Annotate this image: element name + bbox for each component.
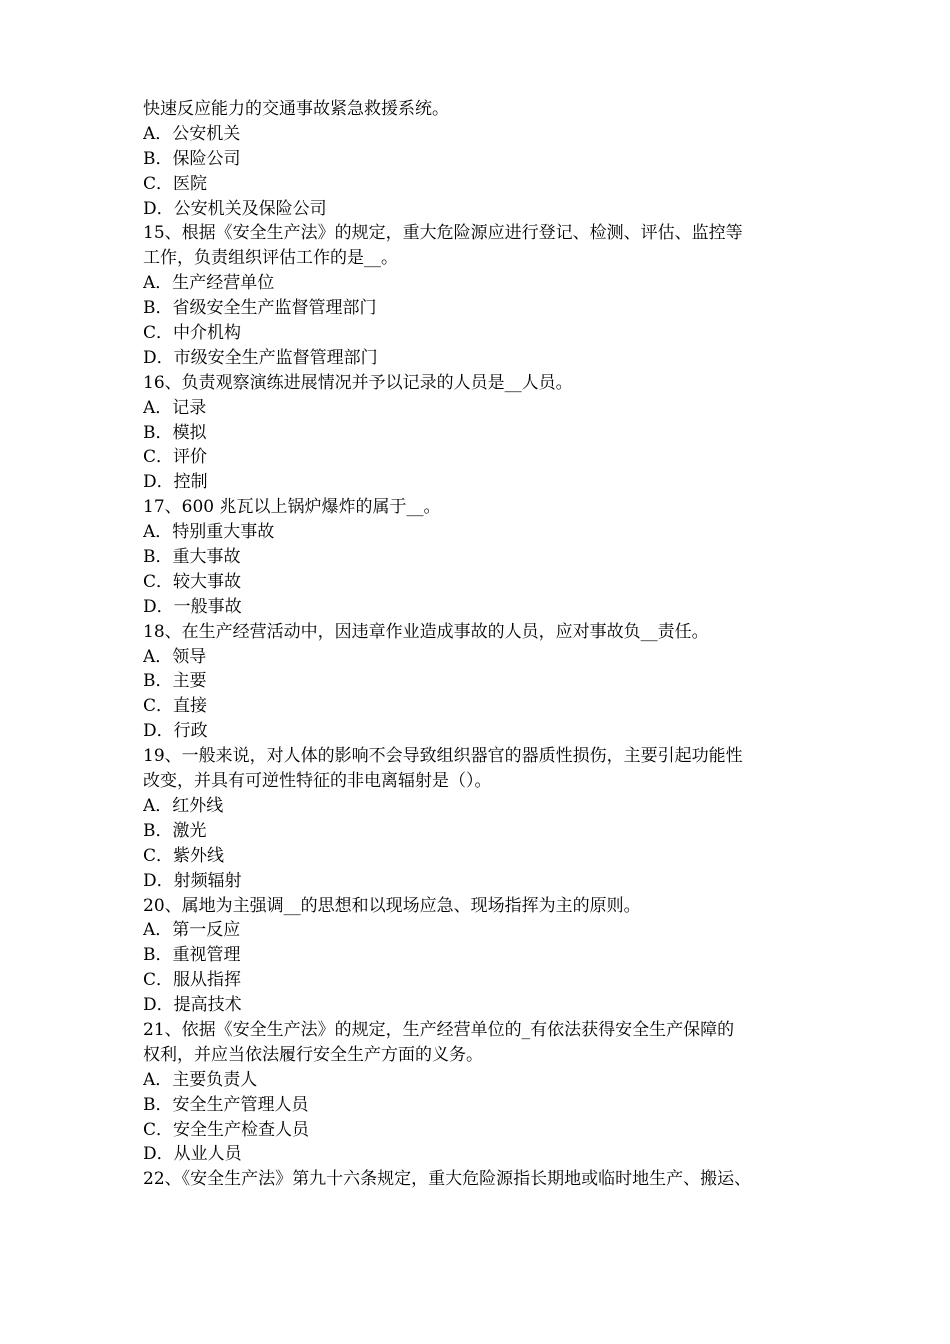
- text-line: A．第一反应: [143, 920, 241, 941]
- text-line: D．提高技术: [143, 995, 242, 1016]
- text-line: 15、根据《安全生产法》的规定，重大危险源应进行登记、检测、评估、监控等: [143, 223, 743, 244]
- text-line: A．红外线: [143, 795, 224, 816]
- document-body: [143, 97, 823, 1192]
- text-line: B．模拟: [143, 422, 207, 443]
- text-line: 权利，并应当依法履行安全生产方面的义务。: [143, 1044, 483, 1065]
- text-line: D．公安机关及保险公司: [143, 198, 327, 219]
- text-line: 快速反应能力的交通事故紧急救援系统。: [143, 99, 449, 119]
- text-line: C．紫外线: [143, 845, 225, 866]
- text-line: C．评价: [143, 447, 208, 468]
- text-line: C．安全生产检查人员: [143, 1119, 310, 1140]
- text-line: C．医院: [143, 173, 208, 194]
- text-line: B．重大事故: [143, 547, 241, 568]
- text-line: 20、属地为主强调__的思想和以现场应急、现场指挥为主的原则。: [143, 895, 641, 916]
- text-line: A．记录: [143, 397, 207, 418]
- text-line: C．直接: [143, 696, 208, 717]
- text-line: B．省级安全生产监督管理部门: [143, 298, 377, 319]
- text-line: 工作，负责组织评估工作的是__。: [143, 248, 398, 269]
- text-line: 22、《安全生产法》第九十六条规定，重大危险源指长期地或临时地生产、搬运、: [143, 1169, 752, 1190]
- text-line: D．一般事故: [143, 596, 242, 617]
- text-line: 16、负责观察演练进展情况并予以记录的人员是__人员。: [143, 372, 573, 393]
- text-line: C．中介机构: [143, 323, 242, 344]
- text-line: B．保险公司: [143, 148, 241, 169]
- text-line: A．生产经营单位: [143, 273, 275, 294]
- text-line: A．公安机关: [143, 123, 241, 144]
- text-line: B．主要: [143, 671, 207, 692]
- text-line: 19、一般来说，对人体的影响不会导致组织器官的器质性损伤，主要引起功能性: [143, 746, 743, 767]
- text-line: B．激光: [143, 820, 207, 841]
- text-line: C．服从指挥: [143, 970, 242, 991]
- text-line: D．市级安全生产监督管理部门: [143, 347, 378, 368]
- text-line: B．安全生产管理人员: [143, 1094, 309, 1115]
- text-line: A．领导: [143, 646, 207, 667]
- text-line: 18、在生产经营活动中，因违章作业造成事故的人员，应对事故负__责任。: [143, 621, 709, 642]
- text-line: C．较大事故: [143, 571, 242, 592]
- text-line: D．从业人员: [143, 1144, 242, 1165]
- text-line: D．控制: [143, 472, 208, 493]
- text-line: A．特别重大事故: [143, 522, 275, 543]
- text-line: B．重视管理: [143, 945, 241, 966]
- text-line: 21、依据《安全生产法》的规定，生产经营单位的_有依法获得安全生产保障的: [143, 1019, 735, 1040]
- text-line: D．行政: [143, 721, 208, 742]
- text-line: 17、600 兆瓦以上锅炉爆炸的属于__。: [143, 497, 441, 518]
- text-line: 改变，并具有可逆性特征的非电离辐射是（）。: [143, 771, 492, 792]
- text-line: D．射频辐射: [143, 870, 242, 891]
- text-line: A．主要负责人: [143, 1069, 258, 1090]
